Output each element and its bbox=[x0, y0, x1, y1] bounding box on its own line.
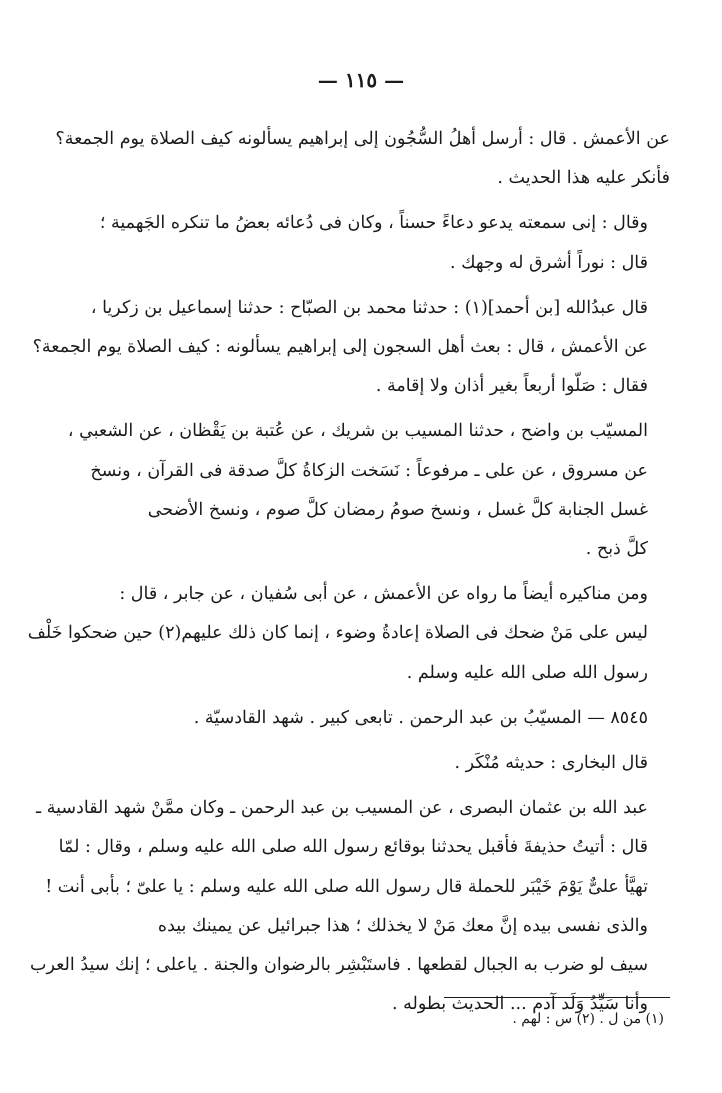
text-line: ليس على مَنْ ضحك فى الصلاة إعادةُ وضوء ، إنما كان ذلك عليهم(٢) حين ضحكوا خَلْف bbox=[27, 623, 648, 644]
text-line: عن مسروق ، عن على ـ مرفوعاً : نَسَخت الزكاةُ كلَّ صدقة فى القرآن ، ونسخ bbox=[90, 460, 648, 481]
footnotes: (١) من ل . (٢) س : لهم . bbox=[512, 1011, 664, 1027]
paragraph bbox=[29, 789, 670, 1024]
text-line: فأنكر عليه هذا الحديث . bbox=[497, 168, 670, 189]
paragraph bbox=[50, 699, 670, 738]
text-line: وقال : إنى سمعته يدعو دعاءً حسناً ، وكان فى دُعائه بعضُ ما تنكره الجَهمية ؛ bbox=[99, 213, 648, 234]
page-number: — ١١٥ — bbox=[317, 68, 405, 92]
text-line: ٨٥٤٥ — المسيّبُ بن عبد الرحمن . تابعى كبير . شهد القادسيّة . bbox=[193, 707, 648, 728]
text-line: والذى نفسى بيده إنَّ معك مَنْ لا يخذلك ؛ هذا جبرائيل عن يمينك بيده bbox=[157, 915, 648, 936]
text-line: رسول الله صلى الله عليه وسلم . bbox=[406, 662, 648, 683]
text-line: تهيَّأ علىٌّ يَوْمَ خَيْبَر للحملة قال رسول الله صلى الله عليه وسلم : يا علىّ ؛ بأبى أنت ! bbox=[45, 876, 648, 897]
text-line: قال : أتيتُ حذيفةَ فأقبل يحدثنا بوقائع رسول الله صلى الله عليه وسلم ، وقال : لمّا bbox=[58, 837, 648, 858]
paragraph bbox=[50, 412, 670, 569]
text-line: قال عبدُالله [بن أحمد](١) : حدثنا محمد بن الصبّاح : حدثنا إسماعيل بن زكريا ، bbox=[90, 297, 648, 318]
paragraph bbox=[32, 289, 670, 407]
text-line: قال البخارى : حديثه مُنْكَر . bbox=[454, 753, 648, 774]
text-line: كلَّ ذبح . bbox=[585, 539, 648, 560]
paragraph bbox=[27, 575, 670, 693]
text-line: عبد الله بن عثمان البصرى ، عن المسيب بن عبد الرحمن ـ وكان ممَّنْ شهد القادسية ـ bbox=[36, 798, 648, 819]
main-text bbox=[27, 120, 670, 1024]
text-line: قال : نوراً أشرق له وجهك . bbox=[449, 252, 648, 273]
text-line: المسيّب بن واضح ، حدثنا المسيب بن شريك ، عن عُتبة بن يَقْظان ، عن الشعبي ، bbox=[67, 421, 648, 442]
text-line: ومن مناكيره أيضاً ما رواه عن الأعمش ، عن أبى سُفيان ، عن جابر ، قال : bbox=[119, 584, 648, 605]
footnote-divider bbox=[444, 997, 670, 998]
paragraph bbox=[50, 120, 670, 198]
text-line: عن الأعمش . قال : أرسل أهلُ السُّجُون إلى إبراهيم يسألونه كيف الصلاة يوم الجمعة؟ bbox=[55, 129, 670, 149]
text-line: وأنا سَيِّدُ وَلَد آدم ... الحديث بطوله . bbox=[391, 994, 648, 1015]
paragraph bbox=[50, 204, 670, 282]
text-line: غسل الجنابة كلَّ غسل ، ونسخ صومُ رمضان كلَّ صوم ، ونسخ الأضحى bbox=[147, 499, 648, 520]
text-line: فقال : صَلّوا أربعاً بغير أذان ولا إقامة . bbox=[375, 376, 648, 397]
text-line: سيف لو ضرب به الجبال لقطعها . فاستَبْشِر بالرضوان والجنة . ياعلى ؛ إنك سيدُ العرب bbox=[29, 955, 648, 976]
paragraph bbox=[50, 744, 670, 783]
text-line: عن الأعمش ، قال : بعث أهل السجون إلى إبراهيم يسألونه : كيف الصلاة يوم الجمعة؟ bbox=[32, 337, 648, 358]
